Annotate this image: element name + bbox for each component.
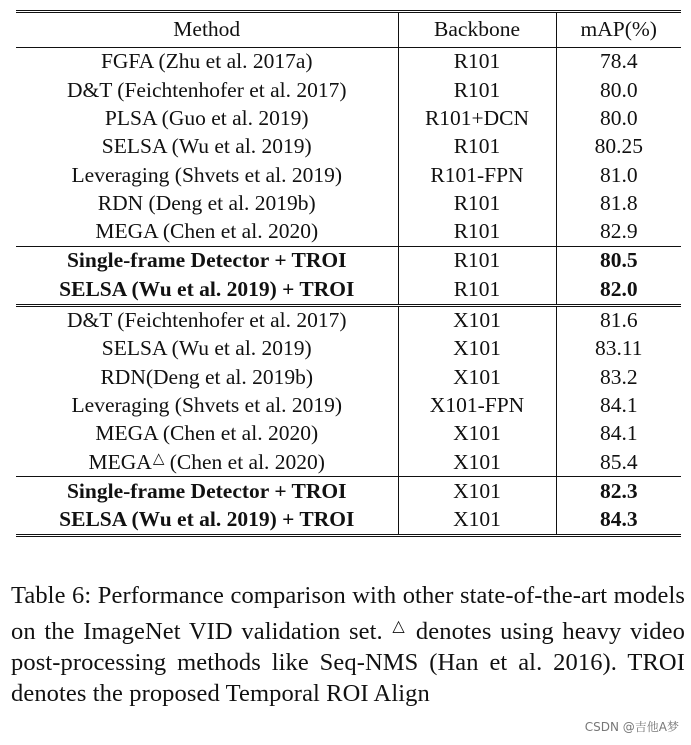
map-cell: 83.11 xyxy=(556,335,681,363)
map-cell: 84.3 xyxy=(556,506,681,536)
backbone-cell: R101 xyxy=(398,48,556,77)
method-name: MEGA xyxy=(88,449,152,474)
map-cell: 82.0 xyxy=(556,275,681,305)
method-cell: Single-frame Detector + TROI xyxy=(16,477,398,506)
map-cell: 83.2 xyxy=(556,363,681,391)
map-cell: 84.1 xyxy=(556,420,681,448)
method-cell: SELSA (Wu et al. 2019) xyxy=(101,134,312,159)
map-cell: 81.8 xyxy=(556,189,681,217)
method-cell: FGFA (Zhu et al. 2017a) xyxy=(16,48,398,77)
backbone-cell: X101 xyxy=(398,506,556,536)
triangle-icon: △ xyxy=(392,618,408,635)
table-row xyxy=(16,420,681,448)
backbone-cell: R101 xyxy=(398,133,556,161)
backbone-cell: X101 xyxy=(398,420,556,448)
map-cell: 81.6 xyxy=(556,305,681,335)
table-row xyxy=(16,335,681,363)
method-cell: D&T (Feichtenhofer et al. 2017) xyxy=(66,77,347,102)
triangle-icon: △ xyxy=(152,450,165,467)
backbone-cell: R101 xyxy=(398,275,556,305)
method-cell: RDN (Deng et al. 2019b) xyxy=(97,190,316,215)
table-row-ours xyxy=(16,506,681,536)
method-cell: Leveraging (Shvets et al. 2019) xyxy=(71,392,342,417)
table-row xyxy=(16,161,681,189)
method-cell: Single-frame Detector + TROI xyxy=(16,247,398,276)
group-x101 xyxy=(16,305,681,535)
map-cell: 80.0 xyxy=(556,76,681,104)
table-row xyxy=(16,189,681,217)
table-row xyxy=(16,218,681,247)
caption-text-1: Table 6: Performance comparison with other state-of-the-art models on the ImageNet VID validation set. xyxy=(11,582,685,645)
backbone-cell: X101 xyxy=(398,477,556,506)
map-cell: 78.4 xyxy=(556,48,681,77)
table-row xyxy=(16,133,681,161)
header-backbone: Backbone xyxy=(398,12,556,48)
method-cell: RDN(Deng et al. 2019b) xyxy=(100,364,314,389)
header-method: Method xyxy=(16,12,398,48)
table-row xyxy=(16,363,681,391)
method-cell: MEGA (Chen et al. 2020) xyxy=(95,219,319,244)
backbone-cell: R101-FPN xyxy=(398,161,556,189)
table-row xyxy=(16,76,681,104)
table-caption xyxy=(11,580,685,709)
backbone-cell: X101 xyxy=(398,363,556,391)
map-cell: 84.1 xyxy=(556,392,681,420)
table-row xyxy=(16,392,681,420)
backbone-cell: X101-FPN xyxy=(398,392,556,420)
results-table xyxy=(16,10,681,537)
method-citation: (Chen et al. 2020) xyxy=(164,449,325,474)
table-row-ours xyxy=(16,477,681,506)
table-row xyxy=(16,105,681,133)
method-cell: D&T (Feichtenhofer et al. 2017) xyxy=(16,305,398,335)
method-cell: Leveraging (Shvets et al. 2019) xyxy=(71,162,342,187)
method-cell: SELSA (Wu et al. 2019) xyxy=(101,336,312,361)
table-row xyxy=(16,305,681,335)
method-cell: PLSA (Guo et al. 2019) xyxy=(104,105,309,130)
table-row xyxy=(16,448,681,477)
backbone-cell: R101 xyxy=(398,218,556,247)
header-map: mAP(%) xyxy=(556,12,681,48)
table-row-ours xyxy=(16,247,681,276)
map-cell: 82.9 xyxy=(556,218,681,247)
backbone-cell: X101 xyxy=(398,448,556,477)
group-r101 xyxy=(16,48,681,306)
table-header-row xyxy=(16,12,681,48)
table-row xyxy=(16,48,681,77)
backbone-cell: R101 xyxy=(398,189,556,217)
method-cell: SELSA (Wu et al. 2019) + TROI xyxy=(16,506,398,536)
caption-text-2: denotes using heavy video post-processing methods like Seq-NMS (Han et al. 2016). TROI denotes the proposed Temporal ROI Align xyxy=(11,618,685,707)
backbone-cell: R101 xyxy=(398,76,556,104)
results-table-container xyxy=(16,10,681,537)
map-cell: 80.5 xyxy=(556,247,681,276)
map-cell: 82.3 xyxy=(556,477,681,506)
method-cell: SELSA (Wu et al. 2019) + TROI xyxy=(59,276,355,301)
map-cell: 81.0 xyxy=(556,161,681,189)
backbone-cell: X101 xyxy=(398,335,556,363)
map-cell: 85.4 xyxy=(556,448,681,477)
method-cell: MEGA (Chen et al. 2020) xyxy=(95,421,319,446)
method-cell xyxy=(16,448,398,477)
backbone-cell: R101 xyxy=(398,247,556,276)
table-row-ours xyxy=(16,275,681,305)
backbone-cell: X101 xyxy=(398,305,556,335)
watermark: CSDN @吉他A梦 xyxy=(584,720,679,734)
map-cell: 80.0 xyxy=(556,105,681,133)
backbone-cell: R101+DCN xyxy=(398,105,556,133)
map-cell: 80.25 xyxy=(556,133,681,161)
